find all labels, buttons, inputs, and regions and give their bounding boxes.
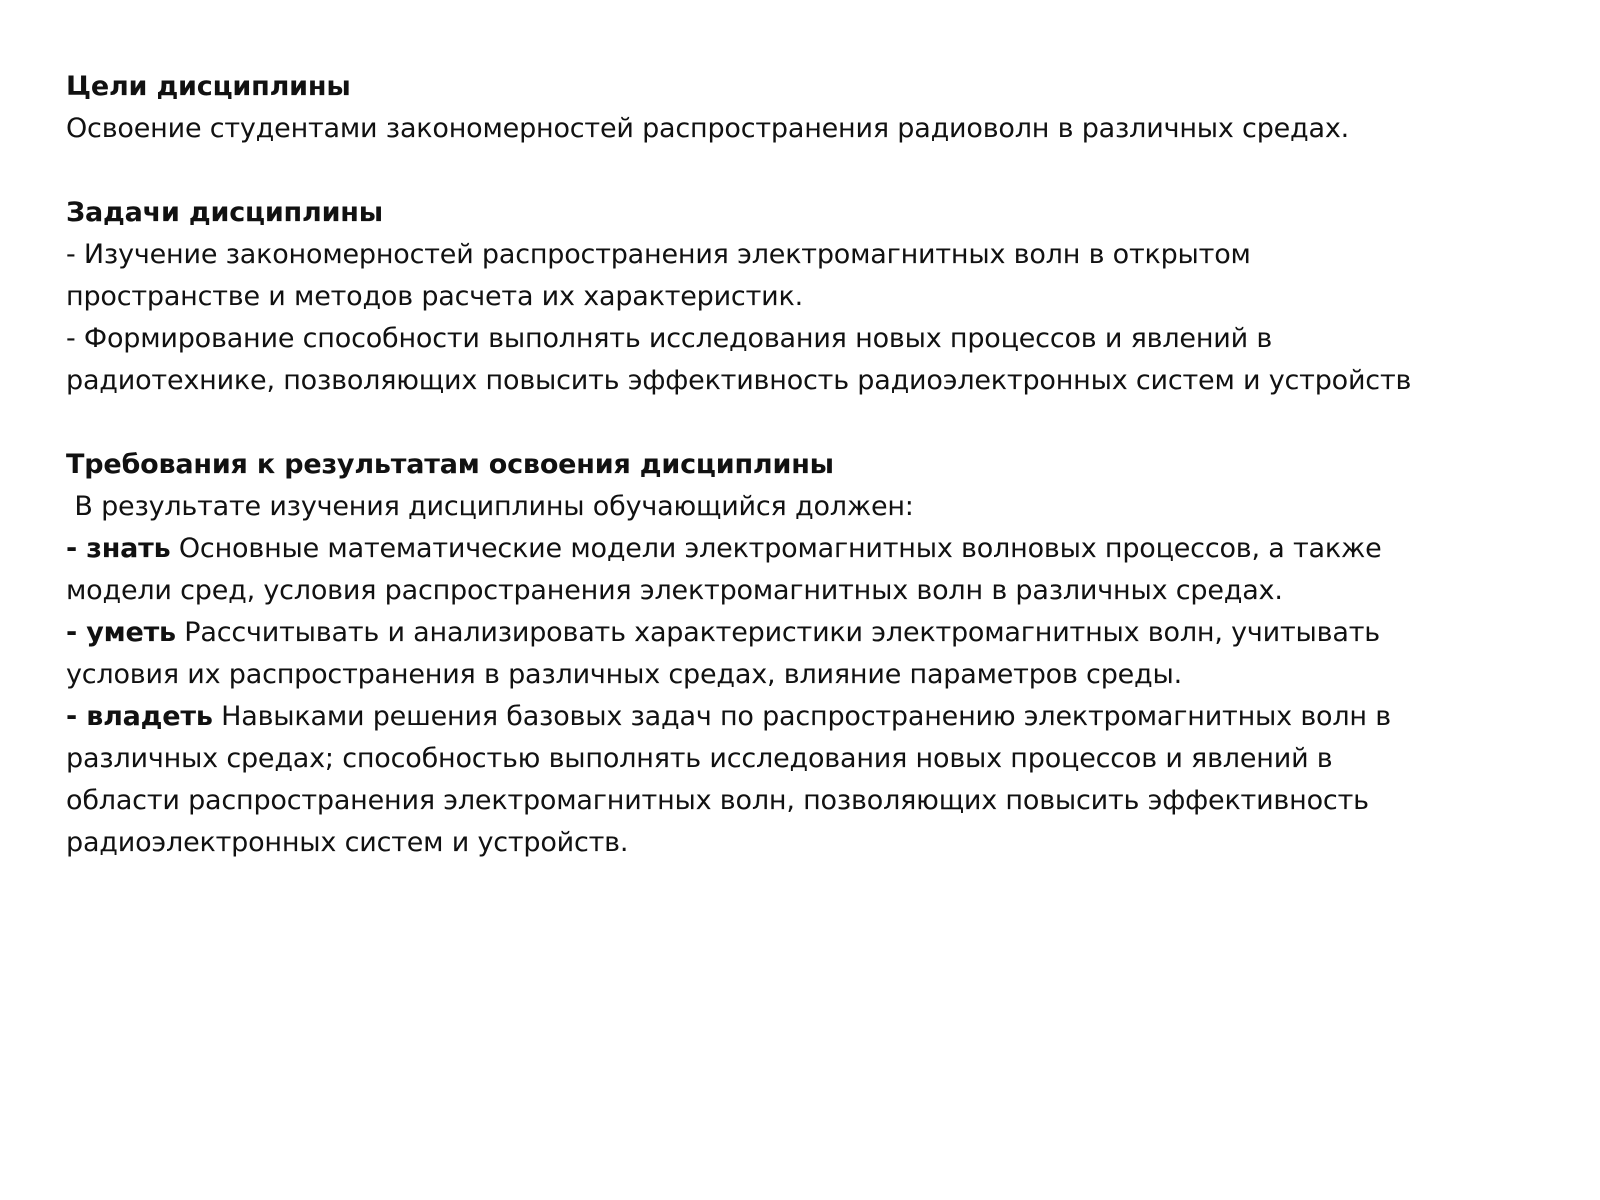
task-item-2-line-1: - Формирование способности выполнять исследования новых процессов и явлений в <box>66 323 1273 354</box>
requirements-intro: В результате изучения дисциплины обучающийся должен: <box>66 491 914 522</box>
task-item-1-line-2: пространстве и методов расчета их характеристик. <box>66 281 803 312</box>
task-item-1-line-1: - Изучение закономерностей распространения электромагнитных волн в открытом <box>66 239 1251 270</box>
requirement-know <box>66 528 1566 570</box>
own-line-4: радиоэлектронных систем и устройств. <box>66 827 629 858</box>
own-line-1: Навыками решения базовых задач по распространению электромагнитных волн в <box>212 701 1391 732</box>
goals-text: Освоение студентами закономерностей распространения радиоволн в различных средах. <box>66 113 1350 144</box>
requirements-heading: Требования к результатам освоения дисциплины <box>66 449 834 480</box>
own-label: - владеть <box>66 701 213 732</box>
requirement-can <box>66 612 1566 654</box>
know-line-2: модели сред, условия распространения электромагнитных волн в различных средах. <box>66 575 1283 606</box>
tasks-heading: Задачи дисциплины <box>66 197 383 228</box>
spacer <box>66 150 1566 192</box>
can-line-1: Рассчитывать и анализировать характеристики электромагнитных волн, учитывать <box>175 617 1380 648</box>
can-line-2: условия их распространения в различных средах, влияние параметров среды. <box>66 659 1183 690</box>
slide-content <box>66 66 1566 864</box>
task-item-2-line-2: радиотехнике, позволяющих повысить эффективность радиоэлектронных систем и устройств <box>66 365 1412 396</box>
spacer <box>66 402 1566 444</box>
own-line-2: различных средах; способностью выполнять исследования новых процессов и явлений в <box>66 743 1333 774</box>
know-line-1: Основные математические модели электромагнитных волновых процессов, а также <box>170 533 1382 564</box>
own-line-3: области распространения электромагнитных волн, позволяющих повысить эффективность <box>66 785 1369 816</box>
can-label: - уметь <box>66 617 176 648</box>
goals-heading: Цели дисциплины <box>66 71 351 102</box>
know-label: - знать <box>66 533 171 564</box>
requirement-own <box>66 696 1566 738</box>
